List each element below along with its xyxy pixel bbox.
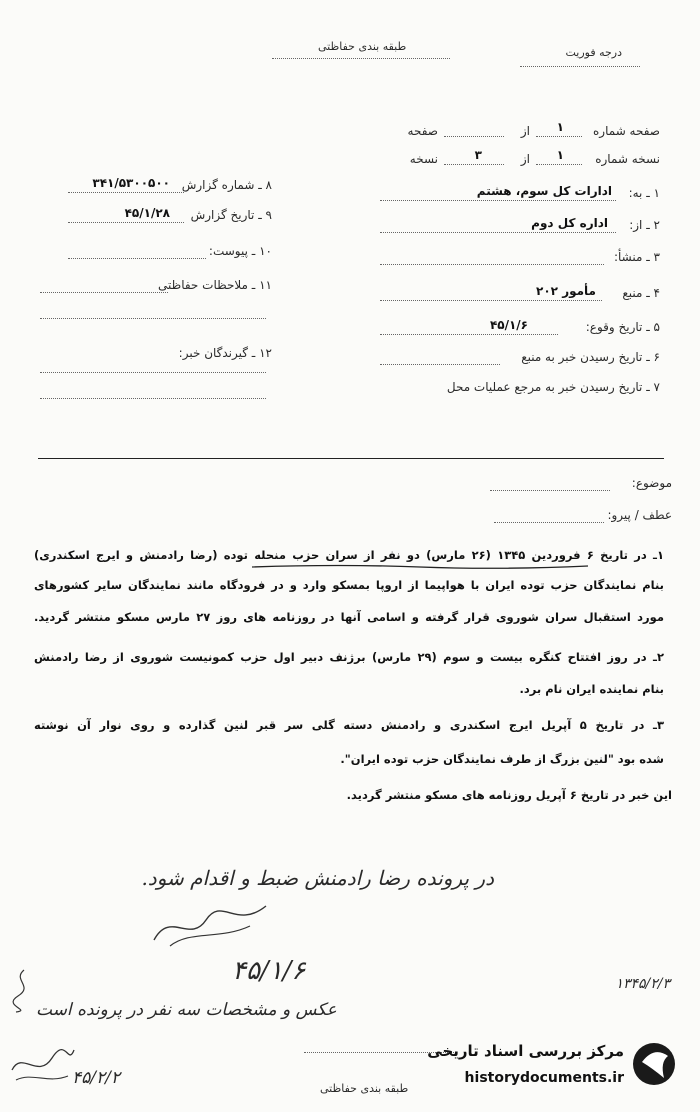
page-of-label: از (520, 124, 530, 138)
urgency-label: درجه فوریت (565, 46, 622, 59)
field-from-label: ۲ ـ از: (629, 218, 660, 232)
field-date-line (380, 334, 558, 335)
margin-scribble (8, 966, 38, 1016)
report-no-label: ۸ ـ شماره گزارش (181, 178, 272, 192)
field-to-value: ادارات کل سوم، هشتم (476, 184, 612, 198)
copy-unit-label: نسخه (409, 152, 438, 166)
report-no-value: ۳۴۱/۵۳۰۰۵۰۰ (92, 176, 170, 190)
report-date-value: ۴۵/۱/۲۸ (124, 206, 170, 220)
reference-label: عطف / پیرو: (607, 508, 672, 522)
copy-total-value: ۳ (474, 148, 482, 162)
field-source-value: مأمور ۲۰۲ (536, 284, 596, 298)
recipients-line-1 (40, 372, 266, 373)
field-to-line (380, 200, 616, 201)
field-source-date-label: ۶ ـ تاریخ رسیدن خبر به منبع (521, 350, 660, 364)
handwritten-side-date: ۱۳۴۵/۲/۳ (615, 976, 670, 992)
attachment-line (68, 258, 206, 259)
watermark (418, 1034, 678, 1098)
body-paragraph-2-line-1: ۲ـ در روز افتتاح کنگره بیست و سوم (۲۹ مارس) برژنف دبیر اول حزب کمونیست شوروی از رضا رادمنش (34, 650, 664, 664)
recipients-label: ۱۲ ـ گیرندگان خبر: (178, 346, 272, 360)
watermark-logo-icon (630, 1038, 678, 1094)
handwritten-date-1: ۴۵/۱/۶ (232, 956, 306, 986)
field-to-label: ۱ ـ به: (628, 186, 660, 200)
page-no-line (536, 136, 582, 137)
classification-line (272, 58, 450, 59)
body-paragraph-3-line-2: شده بود "لنین بزرگ از طرف نمایندگان حزب توده ایران". (340, 752, 664, 766)
copy-total-line (444, 164, 504, 165)
attachment-label: ۱۰ ـ پیوست: (208, 244, 272, 258)
field-origin-line (380, 264, 604, 265)
reference-line (494, 522, 604, 523)
signature-mark-1 (150, 900, 270, 950)
page-no-value: ۱ (556, 120, 564, 134)
security-notes-label: ۱۱ ـ ملاحظات حفاظتی (158, 278, 272, 292)
field-source-label: ۴ ـ منبع (622, 286, 660, 300)
handwritten-date-2: ۴۵/۲/۲ (72, 1068, 120, 1088)
field-date-value: ۴۵/۱/۶ (489, 318, 528, 332)
report-date-line (68, 222, 184, 223)
page-unit-label: صفحه (407, 124, 438, 138)
underline-mark (250, 564, 590, 570)
recipients-line-2 (40, 398, 266, 399)
page-no-label: صفحه شماره (593, 124, 660, 138)
body-footnote: این خبر در تاریخ ۶ آپریل روزنامه های مسکو منتشر گردید. (346, 788, 672, 802)
watermark-title: مرکز بررسی اسناد تاریخی (427, 1042, 624, 1060)
watermark-url: historydocuments.ir (464, 1070, 624, 1086)
body-paragraph-1-line-1: ۱ـ در تاریخ ۶ فروردین ۱۳۴۵ (۲۶ مارس) دو نفر از سران حزب منحله توده (رضا رادمنش و ایرج اسکندری) (34, 548, 665, 562)
handwritten-note-2: عکس و مشخصات سه نفر در پرونده است (36, 1000, 337, 1020)
field-source-line (380, 300, 602, 301)
field-date-label: ۵ ـ تاریخ وقوع: (585, 320, 660, 334)
copy-of-label: از (520, 152, 530, 166)
urgency-line (520, 66, 640, 67)
field-hq-date-label: ۷ ـ تاریخ رسیدن خبر به مرجع عملیات محل (446, 380, 660, 394)
subject-line (490, 490, 610, 491)
body-paragraph-1-line-3: مورد استقبال سران شوروی قرار گرفته و اسامی آنها در روزنامه های روز ۲۷ مارس مسکو منتشر گردید. (34, 610, 665, 624)
security-notes-line-1 (40, 292, 168, 293)
field-from-value: اداره کل دوم (531, 216, 608, 230)
field-origin-label: ۳ ـ منشأ: (613, 250, 660, 264)
field-from-line (380, 232, 616, 233)
security-notes-line-2 (40, 318, 266, 319)
handwritten-note: در پرونده رضا رادمنش ضبط و اقدام شود. (141, 866, 494, 890)
body-paragraph-1-line-2: بنام نمایندگان حزب توده ایران با هواپیما از اروپا بمسکو وارد و در فرودگاه مانند نمایندگان سایر کشورهای (34, 578, 664, 592)
page-total-line (444, 136, 504, 137)
copy-no-label: نسخه شماره (595, 152, 660, 166)
classification-label: طبقه بندی حفاظتی (318, 40, 407, 53)
body-paragraph-3-line-1: ۳ـ در تاریخ ۵ آپریل ایرج اسکندری و رادمنش دسته گلی سر قبر لنین گذارده و روی نوار آن نوشته (34, 718, 665, 732)
subject-label: موضوع: (631, 476, 672, 490)
signature-mark-2 (8, 1040, 78, 1090)
report-no-line (68, 192, 184, 193)
section-divider (38, 458, 664, 459)
copy-no-line (536, 164, 582, 165)
report-date-label: ۹ ـ تاریخ گزارش (190, 208, 272, 222)
field-source-date-line (380, 364, 500, 365)
body-paragraph-2-line-2: بنام نماینده ایران نام برد. (519, 682, 664, 696)
footer-classification: طبقه بندی حفاظتی (320, 1082, 409, 1095)
copy-no-value: ۱ (556, 148, 564, 162)
